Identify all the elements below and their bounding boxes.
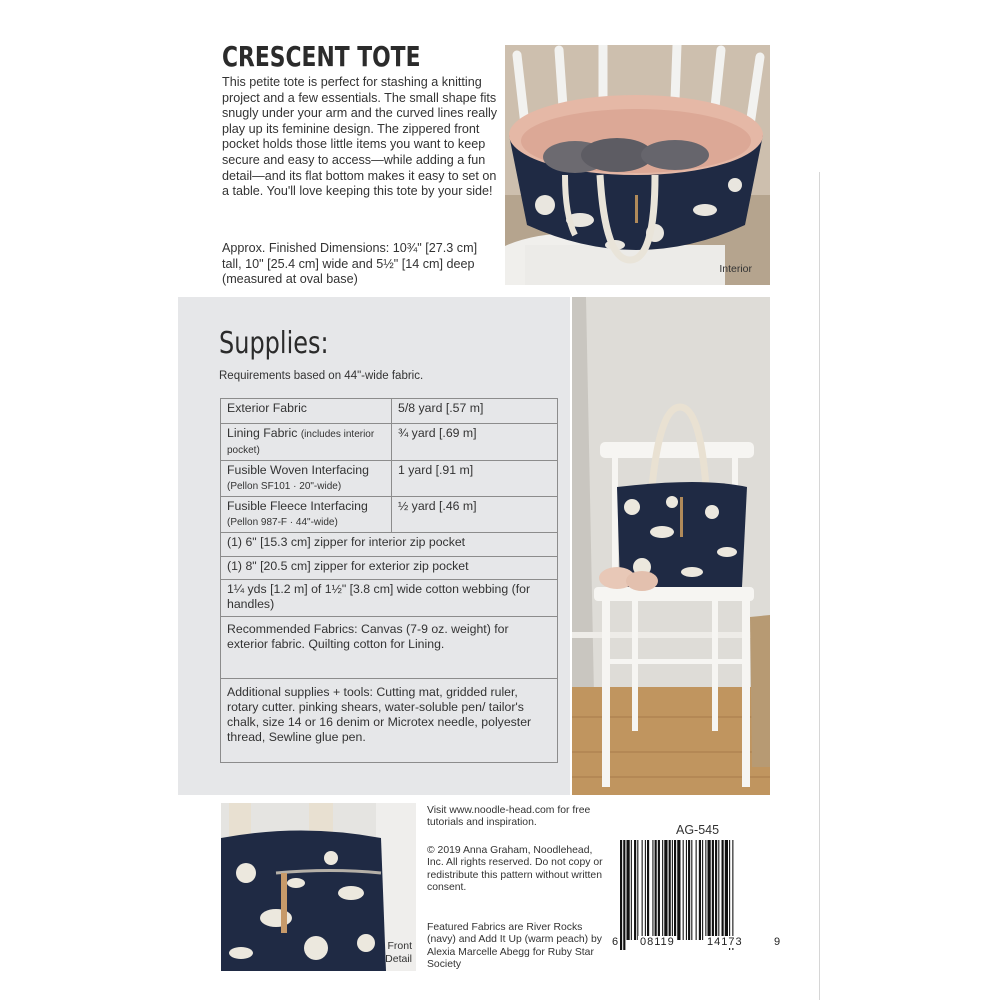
requirements-note: Requirements based on 44"-wide fabric. bbox=[219, 370, 424, 382]
pattern-title: CRESCENT TOTE bbox=[222, 40, 421, 73]
barcode-bar bbox=[725, 840, 728, 940]
visit-note: Visit www.noodle-head.com for free tutorials and inspiration. bbox=[427, 805, 591, 829]
intro-paragraph: This petite tote is perfect for stashing a knitting project and a few essentials. The small shape fits snugly under your arm and the curved lines really play up its feminine design. The zippered front pocket holds those little items you want to keep secure and easy to access—while adding a fun detail—and its flat bottom makes it easy to set on a table. You'll love keeping this tote by your side! bbox=[222, 75, 498, 199]
barcode-bar bbox=[672, 840, 673, 940]
barcode-bar bbox=[691, 840, 692, 940]
front-caption-line: Front bbox=[387, 940, 412, 952]
table-row bbox=[221, 557, 558, 580]
barcode-bar bbox=[637, 840, 638, 940]
supply-amount: ¾ yard [.69 m] bbox=[392, 424, 558, 461]
recommended-fabrics: Recommended Fabrics: Canvas (7-9 oz. weight) for exterior fabric. Quilting cotton for Lining. bbox=[221, 617, 558, 679]
barcode-bar bbox=[642, 840, 643, 940]
barcode-bar bbox=[623, 840, 625, 950]
copyright-note: © 2019 Anna Graham, Noodlehead, Inc. All rights reserved. Do not copy or redistribute this pattern without written consent. bbox=[427, 845, 603, 894]
supply-item: Fusible Woven Interfacing (Pellon SF101 · 20"-wide) bbox=[221, 461, 392, 497]
table-row bbox=[221, 617, 558, 679]
barcode-bar bbox=[696, 840, 697, 940]
supply-zipper-exterior: (1) 8" [20.5 cm] zipper for exterior zip pocket bbox=[221, 557, 558, 580]
barcode-group-1: 08119 bbox=[640, 936, 675, 948]
barcode-bar bbox=[732, 840, 733, 950]
supply-webbing: 1¼ yds [1.2 m] of 1½" [3.8 cm] wide cotton webbing (for handles) bbox=[221, 580, 558, 617]
barcode-digit-left: 6 bbox=[612, 936, 619, 948]
interior-caption: Interior bbox=[719, 263, 752, 275]
finished-dimensions: Approx. Finished Dimensions: 10¾" [27.3 cm] tall, 10" [25.4 cm] wide and 5½" [14 cm] deep (measured at oval base) bbox=[222, 241, 478, 287]
barcode-bar bbox=[652, 840, 653, 940]
table-row bbox=[221, 399, 558, 424]
table-row bbox=[221, 533, 558, 557]
barcode-bar bbox=[620, 840, 622, 950]
barcode-bar bbox=[662, 840, 663, 940]
detail-caption-line: Detail bbox=[385, 953, 412, 965]
additional-supplies: Additional supplies + tools: Cutting mat, gridded ruler, rotary cutter. pinking shears, water-soluble pen/ tailor's chalk, size 14 or 16 denim or Microtex needle, polyester thread, Sewline glue pen. bbox=[221, 679, 558, 763]
barcode-bar bbox=[699, 840, 701, 940]
table-row bbox=[221, 679, 558, 763]
barcode-bar bbox=[674, 840, 676, 940]
supply-note: (Pellon 987-F · 44"-wide) bbox=[227, 517, 338, 528]
featured-fabrics-note: Featured Fabrics are River Rocks (navy) and Add It Up (warm peach) by Alexia Marcelle Abegg for Ruby Star Society bbox=[427, 922, 602, 971]
supplies-table bbox=[220, 398, 558, 763]
barcode-bar bbox=[677, 840, 680, 940]
barcode-bar bbox=[705, 840, 706, 940]
barcode-bar bbox=[702, 840, 703, 940]
table-row bbox=[221, 461, 558, 497]
barcode-bar bbox=[722, 840, 724, 940]
barcode-bar bbox=[664, 840, 667, 940]
supply-note: (includes interior pocket) bbox=[227, 429, 375, 456]
supply-item: Fusible Fleece Interfacing (Pellon 987-F · 44"-wide) bbox=[221, 497, 392, 533]
sku-number: AG-545 bbox=[676, 823, 720, 837]
barcode-bar bbox=[631, 840, 632, 940]
supply-zipper-interior: (1) 6" [15.3 cm] zipper for interior zip pocket bbox=[221, 533, 558, 557]
supply-item: Lining Fabric (includes interior pocket) bbox=[221, 424, 392, 461]
barcode-bar bbox=[683, 840, 684, 940]
barcode-bar bbox=[658, 840, 660, 940]
table-row bbox=[221, 497, 558, 533]
barcode-bar bbox=[655, 840, 657, 940]
barcode-bar bbox=[718, 840, 719, 940]
front-detail-caption bbox=[362, 940, 412, 966]
barcode-bar bbox=[647, 840, 649, 940]
barcode-group-2: 14173 bbox=[707, 936, 743, 948]
supply-amount: 1 yard [.91 m] bbox=[392, 461, 558, 497]
barcode-digit-right: 9 bbox=[774, 936, 781, 948]
barcode-bar bbox=[634, 840, 636, 940]
chair-photo bbox=[572, 297, 770, 795]
supply-amount: 5/8 yard [.57 m] bbox=[392, 399, 558, 424]
barcode-bar bbox=[669, 840, 671, 940]
barcode-bar bbox=[715, 840, 717, 940]
table-row bbox=[221, 580, 558, 617]
barcode-bar bbox=[707, 840, 710, 940]
table-row bbox=[221, 424, 558, 461]
barcode-bar bbox=[688, 840, 690, 940]
supplies-heading: Supplies: bbox=[219, 326, 329, 361]
barcode-bar bbox=[626, 840, 629, 940]
barcode-bar bbox=[712, 840, 714, 940]
page-edge-line bbox=[819, 172, 820, 1000]
barcode-bar bbox=[645, 840, 646, 940]
barcode-bar bbox=[729, 840, 730, 950]
supply-note: (Pellon SF101 · 20"-wide) bbox=[227, 481, 342, 492]
supply-amount: ½ yard [.46 m] bbox=[392, 497, 558, 533]
barcode-bar bbox=[686, 840, 687, 940]
interior-photo bbox=[505, 45, 770, 285]
supply-item: Exterior Fabric bbox=[221, 399, 392, 424]
